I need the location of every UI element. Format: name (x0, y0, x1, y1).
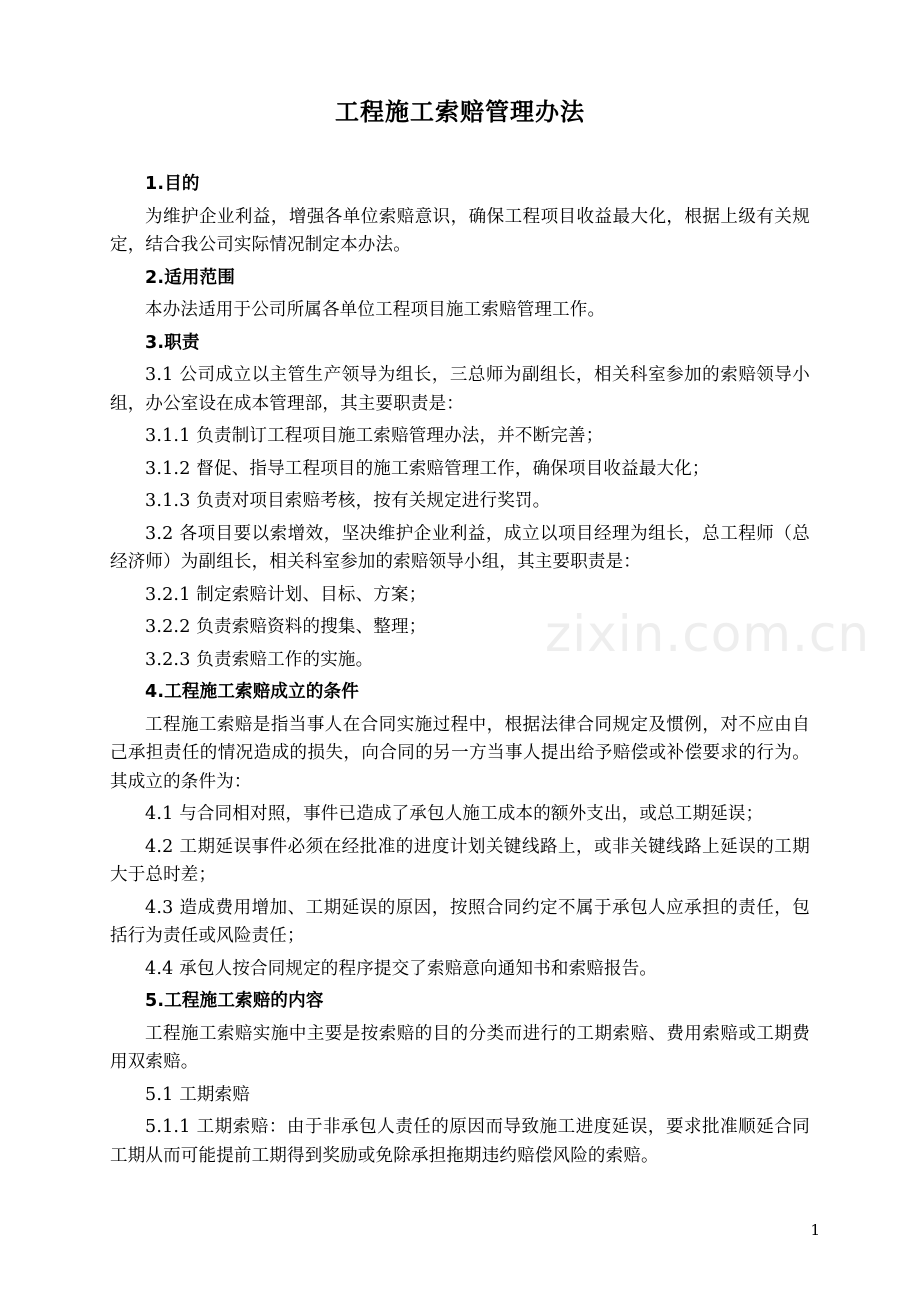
paragraph: 本办法适用于公司所属各单位工程项目施工索赔管理工作。 (145, 300, 606, 320)
paragraph: 3.2.3 负责索赔工作的实施。 (145, 649, 374, 670)
paragraph: 4.2 工期延误事件必须在经批准的进度计划关键线路上，或非关键线路上延误的工期大于总时差； (110, 836, 810, 885)
paragraph: 为维护企业利益，增强各单位索赔意识，确保工程项目收益最大化，根据上级有关规定，结合我公司实际情况制定本办法。 (110, 206, 810, 255)
page-number: 1 (810, 1221, 820, 1239)
paragraph: 3.2.1 制定索赔计划、目标、方案； (145, 584, 427, 605)
paragraph: 工程施工索赔是指当事人在合同实施过程中，根据法律合同规定及惯例，对不应由自己承担责任的情况造成的损失，向合同的另一方当事人提出给予赔偿或补偿要求的行为。其成立的条件为： (110, 714, 810, 792)
paragraph: 3.2 各项目要以索增效，坚决维护企业利益，成立以项目经理为组长，总工程师（总经济师）为副组长，相关科室参加的索赔领导小组，其主要职责是： (110, 523, 810, 572)
paragraph: 4.4 承包人按合同规定的程序提交了索赔意向通知书和索赔报告。 (145, 958, 658, 979)
section-heading: 4.工程施工索赔成立的条件 (145, 682, 359, 702)
watermark: zixin.com.cn (545, 605, 871, 663)
paragraph: 3.1.3 负责对项目索赔考核，按有关规定进行奖罚。 (145, 491, 551, 511)
paragraph: 3.1.2 督促、指导工程项目的施工索赔管理工作，确保项目收益最大化； (145, 458, 710, 479)
paragraph: 5.1 工期索赔 (145, 1084, 250, 1105)
paragraph: 4.3 造成费用增加、工期延误的原因，按照合同约定不属于承包人应承担的责任，包括行为责任或风险责任； (110, 897, 810, 946)
document-body (110, 170, 810, 1174)
section-heading: 1.目的 (145, 174, 200, 194)
paragraph: 4.1 与合同相对照，事件已造成了承包人施工成本的额外支出，或总工期延误； (145, 804, 764, 824)
section-heading: 3.职责 (145, 332, 200, 353)
section-heading: 5.工程施工索赔的内容 (145, 991, 324, 1011)
paragraph: 3.1.1 负责制订工程项目施工索赔管理办法，并不断完善； (145, 426, 604, 446)
section-heading: 2.适用范围 (145, 267, 236, 288)
page-title: 工程施工索赔管理办法 (335, 97, 585, 126)
paragraph: 工程施工索赔实施中主要是按索赔的目的分类而进行的工期索赔、费用索赔或工期费用双索赔。 (110, 1023, 810, 1072)
paragraph: 5.1.1 工期索赔：由于非承包人责任的原因而导致施工进度延误，要求批准顺延合同工期从而可能提前工期得到奖励或免除承担拖期违约赔偿风险的索赔。 (110, 1117, 810, 1166)
paragraph: 3.2.2 负责索赔资料的搜集、整理； (145, 617, 427, 637)
paragraph: 3.1 公司成立以主管生产领导为组长，三总师为副组长，相关科室参加的索赔领导小组，办公室设在成本管理部，其主要职责是： (110, 365, 810, 414)
